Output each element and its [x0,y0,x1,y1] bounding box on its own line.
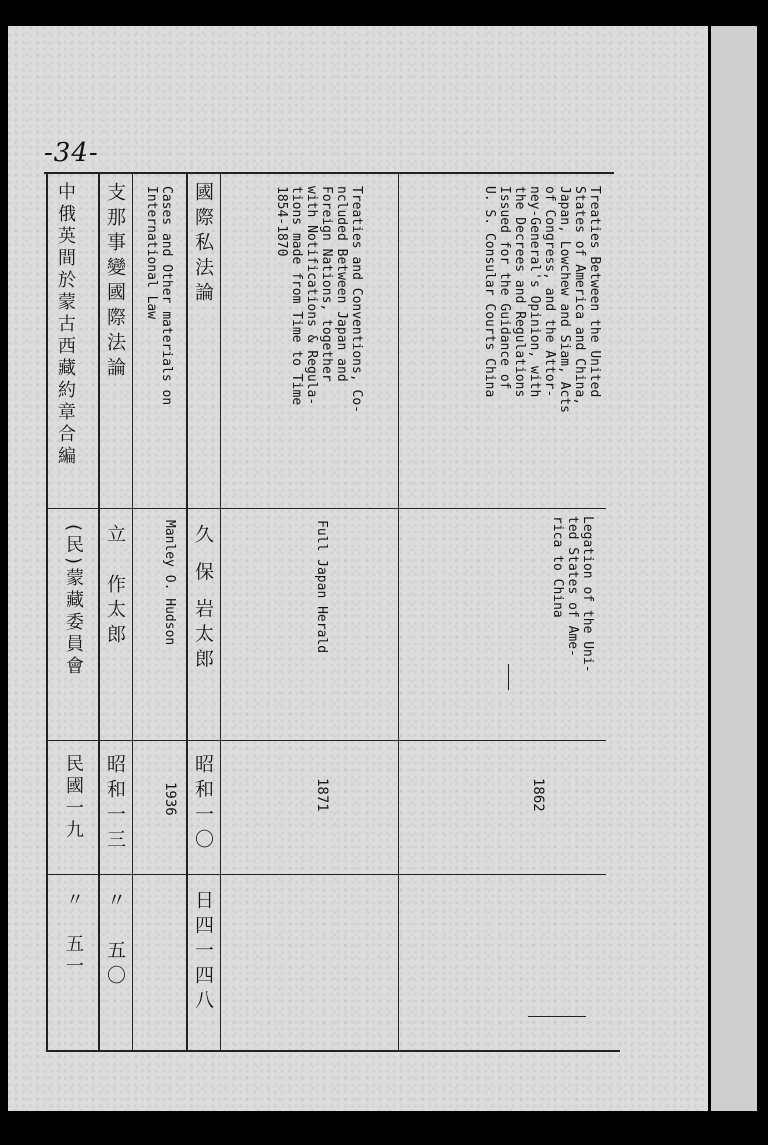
row-divider [132,172,133,1052]
ditto-mark [528,1016,586,1017]
row-divider [398,172,399,1052]
table-top-border [44,172,614,174]
table-left-border [46,172,48,1052]
entry-title: 支那事變國際法論 [104,182,126,382]
entry-publisher: 久 保 岩太郎 [192,524,214,674]
entry-year: 民國一九 [63,754,84,842]
entry-number: 〃 五一 [63,890,84,978]
column-divider [46,508,606,509]
entry-publisher: Manley O. Hudson [162,520,177,646]
entry-publisher: Legation of the Uni- ted States of Ame- rica to China [550,516,595,673]
entry-publisher: Full Japan Herald [314,520,329,654]
column-divider [46,874,606,875]
page-number: -34- [44,138,99,168]
entry-title: 國際私法論 [192,182,214,307]
entry-year: 1871 [314,778,330,812]
column-divider [46,740,606,741]
entry-publisher: (民)蒙藏委員會 [63,524,84,679]
entry-year: 1862 [530,778,546,812]
ditto-mark [508,664,509,690]
row-divider [220,172,221,1052]
adjacent-page-edge [711,26,757,1111]
row-divider [186,172,188,1052]
entry-year: 1936 [162,782,178,816]
entry-title: Treaties Between the United States of America and China, Japan, Lowchew and Siam, Acts of Congress, and the Attor- ney-General's Opinion, with the Decrees and Regulations Issued for the Guidance of U. S. Consular Courts China [482,186,602,413]
entry-title: 中俄英間於蒙古西藏約章合編 [55,182,76,468]
entry-number: 日四一四八 [192,890,214,1015]
entry-title: Cases and Other materials on International Law [144,186,174,406]
row-divider [98,172,100,1052]
entry-number: 〃 五〇 [104,890,126,990]
entry-year: 昭和一〇 [192,754,214,854]
entry-title: Treaties and Conventions, Co- ncluded Between Japan and Foreign Nations, together with Notifications & Regula- tions made from Time to Time 1854-1870 [274,186,364,413]
entry-year: 昭和一三 [104,754,126,854]
entry-publisher: 立 作太郎 [104,524,126,649]
